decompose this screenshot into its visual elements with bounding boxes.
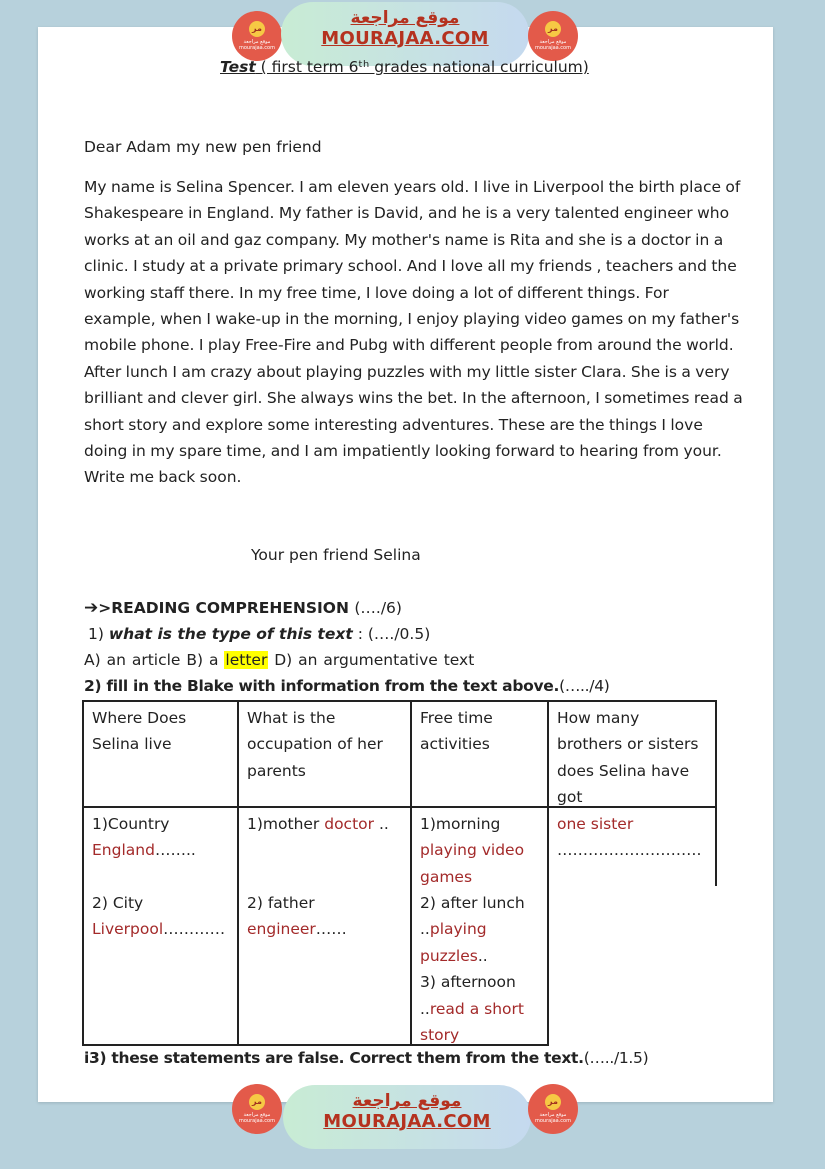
watermark-arabic: موقع مراجعة	[352, 1091, 462, 1111]
letter-greeting: Dear Adam my new pen friend	[84, 138, 322, 156]
table-header-cell: What is the occupation of her parents	[247, 709, 383, 780]
question-1-options	[84, 651, 474, 669]
test-title	[220, 58, 589, 76]
letter-body: My name is Selina Spencer. I am eleven years old. I live in Liverpool the birth place of Shakespeare in England. My father is David, and he is a very talented engineer who works at an oil and gaz company. My mother's name is Rita and she is a doctor in a clinic. I study at a private primary school. And I love all my friends , teachers and the working staff there. In my free time, I love doing a lot of different things. For example, when I wake-up in the morning, I enjoy playing video games on my father's mobile phone. I play Free-Fire and Pubg with different people from around the world. After lunch I am crazy about playing puzzles with my little sister Clara. She is a very brilliant and clever girl. She always wins the bet. In the afternoon, I sometimes read a short story and explore some interesting adventures. These are the things I love doing in my spare time, and I am impatiently looking forward to hearing from your. Write me back soon.	[84, 178, 743, 487]
option-d: D) an argumentative text	[268, 651, 475, 669]
watermark-site-link[interactable]: MOURAJAA.COM	[321, 28, 489, 49]
cell-dots: ……..	[154, 841, 196, 860]
letter-signoff: Your pen friend Selina	[251, 546, 421, 564]
question-score: (…../4)	[559, 677, 610, 695]
logo-caption: موقع مراجعة mourajaa.com	[238, 39, 275, 51]
cell-label: 1)morning	[420, 815, 501, 833]
logo-caption: موقع مراجعة mourajaa.com	[534, 39, 571, 51]
question-text: 2) fill in the Blake with information from the text above.	[84, 677, 560, 695]
cell-answer: doctor	[324, 815, 375, 833]
logo-mark: مر	[249, 21, 265, 37]
logo-mark: مر	[545, 21, 561, 37]
table-cell-city	[84, 887, 236, 946]
logo-mark: مر	[545, 1094, 561, 1110]
site-logo-badge-top-right	[528, 11, 578, 61]
cell-label: 2) City	[92, 894, 144, 912]
question-3	[84, 1049, 648, 1067]
table-cell-mother	[239, 808, 411, 840]
table-header-cell: How many brothers or sisters does Selina have got	[557, 709, 699, 807]
table-header-cell: Where Does Selina live	[92, 709, 187, 754]
test-title-subtitle: ( first term 6ᵗʰ grades national curriculum)	[255, 58, 589, 76]
arrow-right-icon: ➔	[84, 598, 99, 618]
site-logo-badge-bottom-left	[232, 1084, 282, 1134]
cell-answer: England	[92, 841, 155, 860]
question-text: i3) these statements are false. Correct them from the text.	[84, 1049, 584, 1067]
cell-dots: …………	[163, 920, 226, 939]
cell-dots: ..	[374, 815, 389, 833]
test-title-label: Test	[220, 58, 256, 76]
question-1	[88, 625, 430, 643]
table-cell-country	[84, 808, 234, 867]
logo-caption: موقع مراجعة mourajaa.com	[534, 1112, 571, 1124]
cell-dots: ..	[420, 999, 430, 1018]
section-title: >READING COMPREHENSION	[98, 599, 355, 617]
cell-dots: ..	[477, 946, 488, 965]
cell-dots: ……………………….	[557, 841, 702, 860]
reading-comprehension-heading	[84, 598, 402, 618]
site-logo-badge-bottom-right	[528, 1084, 578, 1134]
logo-mark: مر	[249, 1094, 265, 1110]
site-watermark-top[interactable]	[281, 2, 529, 66]
cell-answer: playing puzzles	[420, 920, 487, 965]
watermark-site-link[interactable]: MOURAJAA.COM	[323, 1111, 491, 1132]
cell-label: 1)Country	[92, 815, 170, 833]
cell-answer: engineer	[247, 920, 316, 939]
site-watermark-bottom[interactable]	[283, 1085, 531, 1149]
cell-label: 3) afternoon	[420, 973, 516, 992]
cell-dots: ……	[315, 920, 347, 939]
logo-caption: موقع مراجعة mourajaa.com	[238, 1112, 275, 1124]
section-score: (…./6)	[354, 599, 402, 617]
site-logo-badge-top-left	[232, 11, 282, 61]
cell-answer: Liverpool	[92, 920, 164, 939]
cell-answer: one sister	[557, 815, 634, 833]
cell-label: 2) after lunch	[420, 894, 525, 912]
question-2	[84, 677, 610, 695]
watermark-arabic: موقع مراجعة	[350, 8, 460, 28]
option-a-b: A) an article B) a	[84, 651, 225, 669]
table-border-right	[715, 700, 717, 886]
table-cell-father	[239, 887, 409, 946]
table-cell-afternoon-activities	[412, 887, 546, 1051]
question-number: 1)	[88, 625, 109, 643]
highlighted-answer: letter	[225, 651, 268, 669]
cell-dots: ..	[420, 920, 430, 939]
answer-table	[82, 700, 717, 1046]
question-score: : (…./0.5)	[352, 625, 431, 643]
table-header-cell: Free time activities	[420, 709, 493, 754]
cell-answer: playing video games	[420, 841, 525, 886]
table-cell-morning	[412, 808, 546, 893]
question-score: (…../1.5)	[583, 1049, 649, 1067]
cell-label: 2) father	[247, 894, 315, 912]
table-cell-siblings	[549, 808, 715, 867]
question-text: what is the type of this text	[108, 625, 353, 643]
cell-label: 1)mother	[247, 815, 325, 833]
cell-answer: read a short story	[420, 999, 524, 1045]
